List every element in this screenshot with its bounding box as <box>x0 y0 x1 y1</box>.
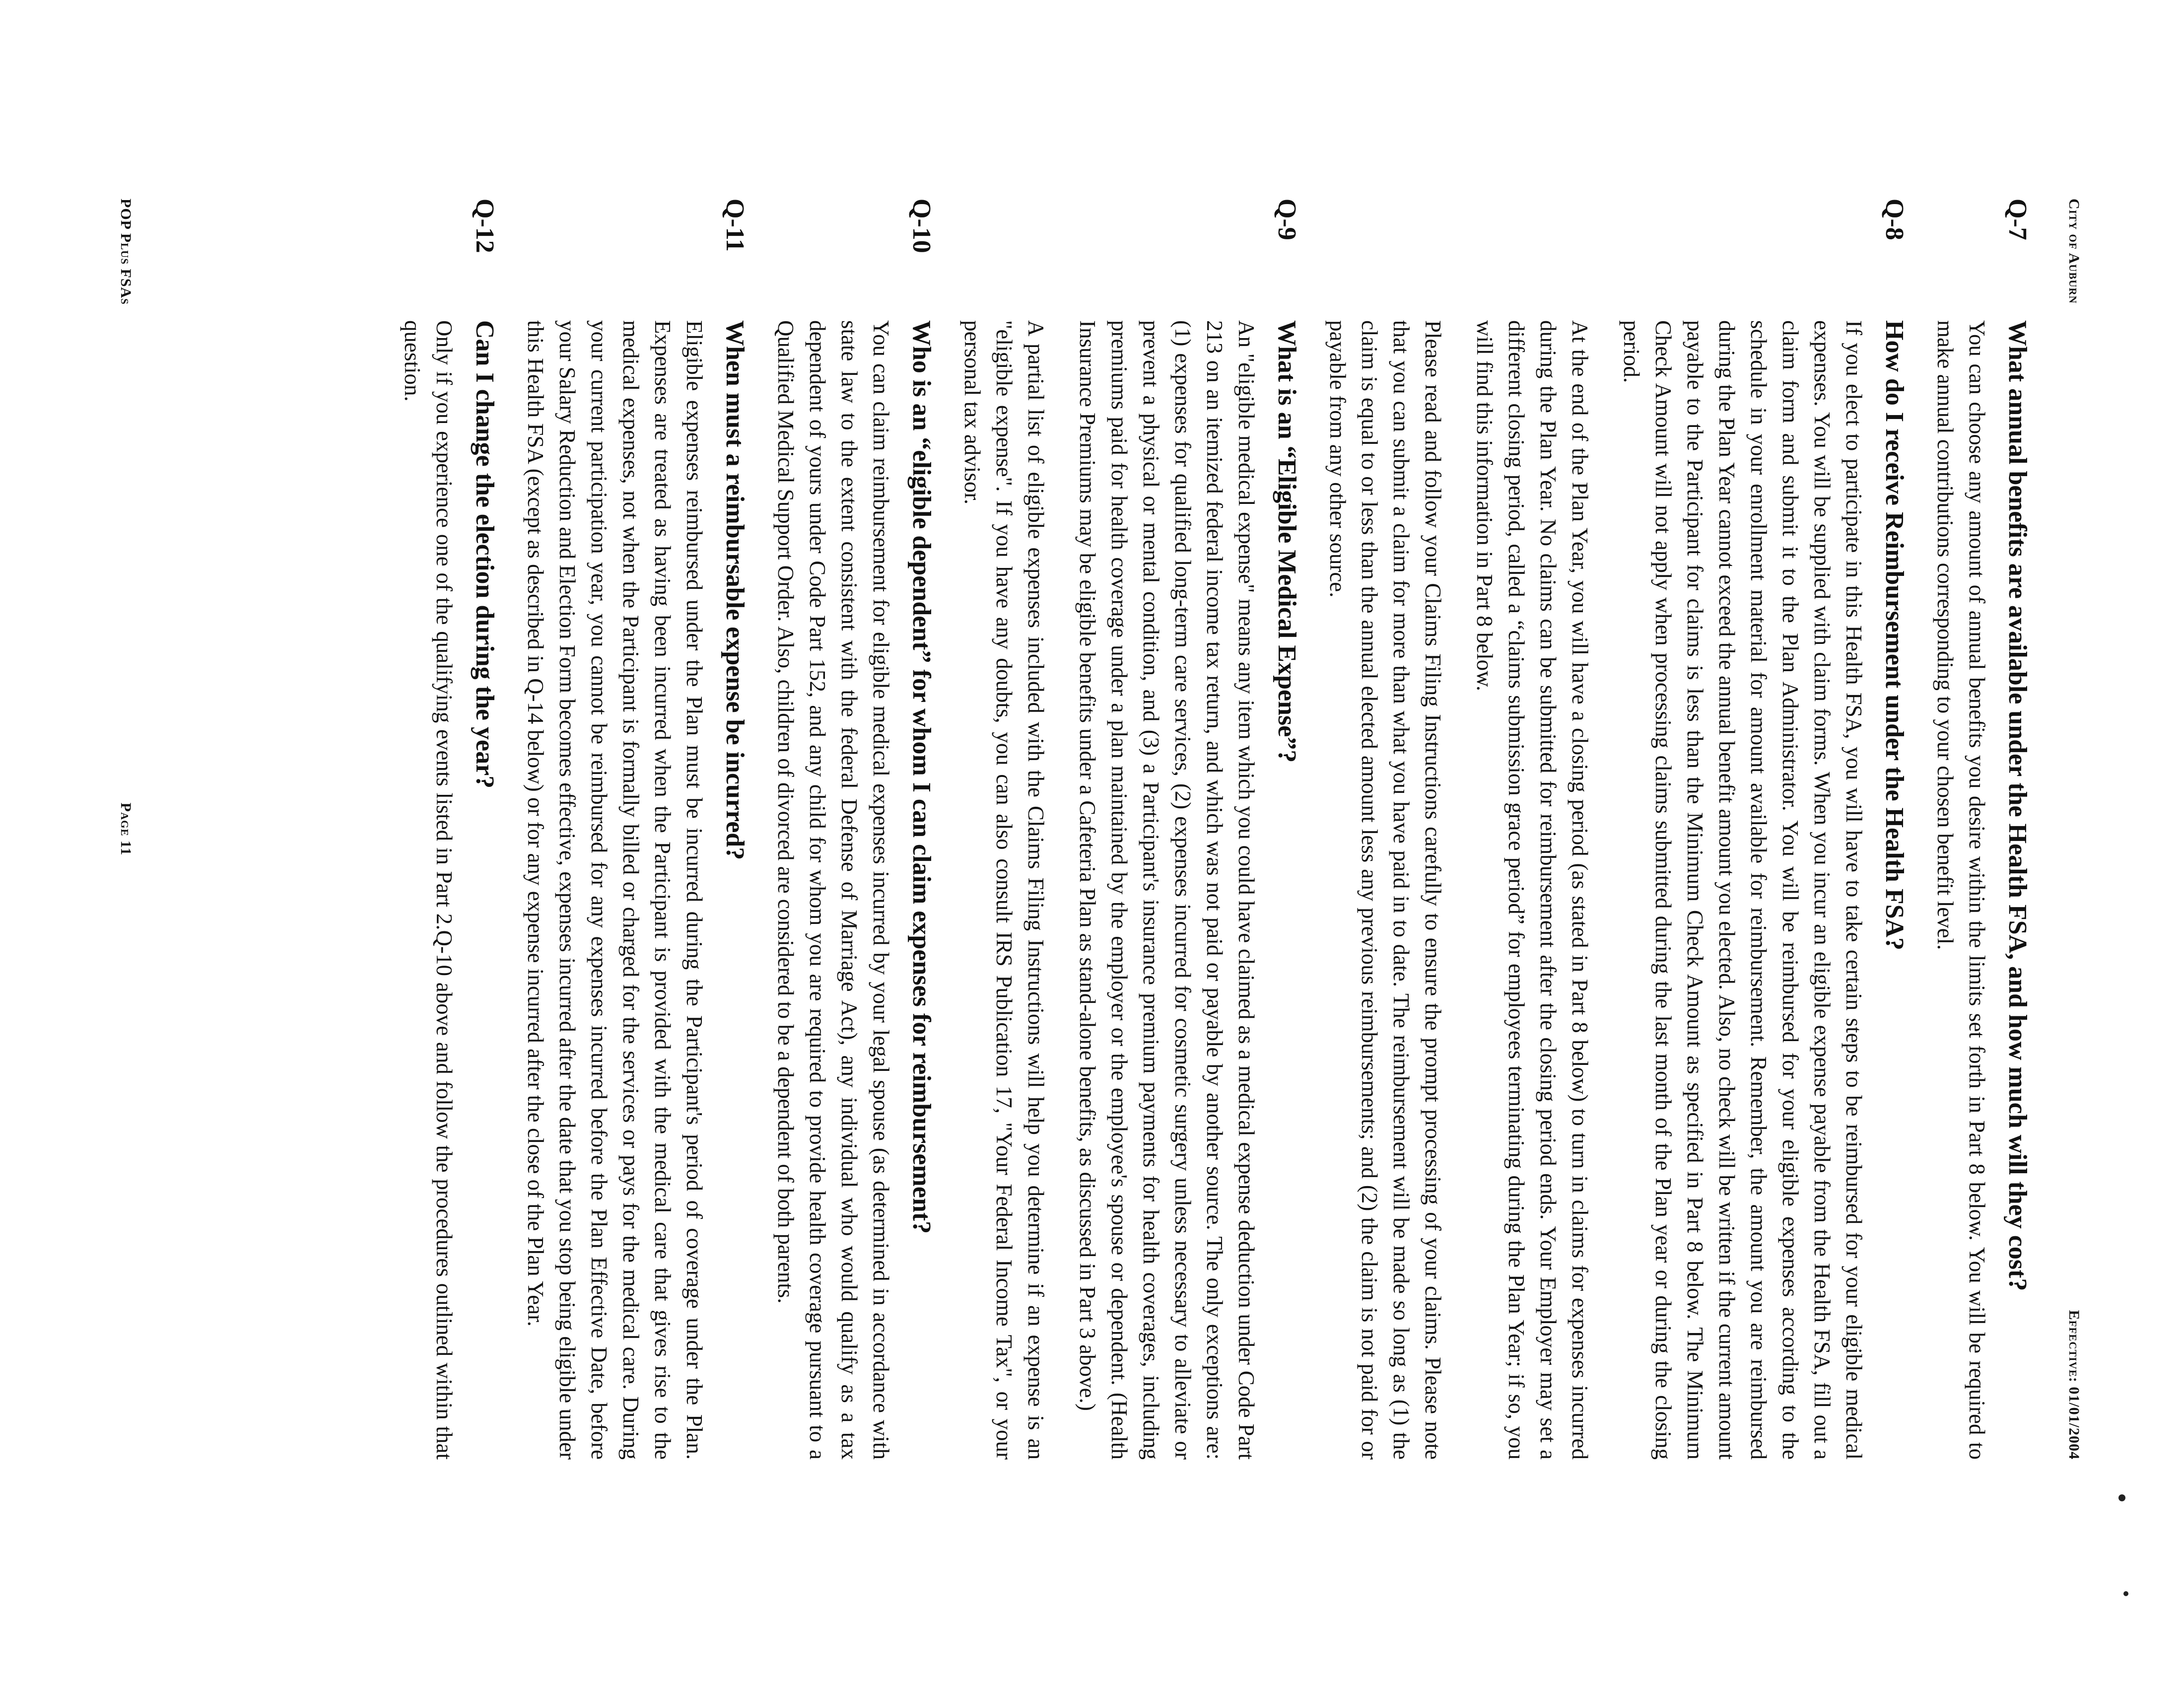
answer-paragraph: At the end of the Plan Year, you will have a closing period (as stated in Part 8 below) to turn in claims for expenses incurred during the Plan Year. No claims can be submitted for reimbursement after the closing period ends. Your Employer may set a different closing period, called a “claims submission grace period” for employees terminating during the Plan Year; if so, you will find this information in Part 8 below. <box>1472 320 1592 1460</box>
answer-paragraph: You can choose any amount of annual benefits you desire within the limits set forth in Part 8 below. You will be required to make annual contributions corresponding to your chosen benefit level. <box>1933 320 1989 1460</box>
question-section <box>520 199 750 1460</box>
page-number: Page 11 <box>118 802 134 856</box>
answer-paragraph: You can claim reimbursement for eligible medical expenses incurred by your legal spouse (as determined in accordance with state law to the extent consistent with the federal Defense of Marriage Act), any individual who would qualify as a tax dependent of yours under Code Part 152, and any child for whom you are required to provide health coverage pursuant to a Qualified Medical Support Order. Also, children of divorced are considered to be a dependent of both parents. <box>773 320 893 1460</box>
answer-paragraph: An "eligible medical expense" means any item which you could have claimed as a medical expense deduction under Code Part 213 on an itemized federal income tax return, and which was not paid or payable by another source. The only exceptions are: (1) expenses for qualified long-term care services, (2) expenses incurred for cosmetic surgery unless necessary to alleviate or prevent a physical or mental condition, and (3) a Participant's insurance premium payments for health coverages, including premiums paid for health coverage under a plan maintained by the employer or the employee's spouse or dependent. (Health Insurance Premiums may be eligible benefits under a Cafeteria Plan as stand-alone benefits, as discussed in Part 3 above.) <box>1075 320 1259 1460</box>
question-number: Q-10 <box>907 199 936 253</box>
question-title: What annual benefits are available under the Health FSA, and how much will they cost? <box>2003 320 2032 1291</box>
footer-document-name: POP Plus FSAs <box>118 199 134 305</box>
answer-paragraph: If you elect to participate in this Health FSA, you will have to take certain steps to be reimbursed for your eligible medical expenses. You will be supplied with claim forms. When you incur an eligible expense payable from the Health FSA, fill out a claim form and submit it to the Plan Administrator. You will be reimbursed for your eligible expenses according to the schedule in your enrollment material for amount available for reimbursement. Remember, the amount you are reimbursed during the Plan Year cannot exceed the annual benefit amount you elected. Also, no check will be written if the current amount payable to the Participant for claims is less than the Minimum Check Amount as specified in Part 8 below. The Minimum Check Amount will not apply when processing claims submitted during the last month of the Plan year or during the closing period. <box>1619 320 1866 1460</box>
question-title: How do I receive Reimbursement under the Health FSA? <box>1880 320 1909 951</box>
question-section <box>1929 199 2033 1460</box>
question-number: Q-7 <box>2003 199 2032 240</box>
header-organization: City of Auburn <box>2066 199 2082 304</box>
scan-speck <box>2123 1591 2128 1596</box>
answer-paragraph: Only if you experience one of the qualifying events listed in Part 2.Q-10 above and follow the procedures outlined within that question. <box>400 320 457 1460</box>
question-number: Q-9 <box>1273 199 1301 240</box>
question-section <box>1322 199 1910 1460</box>
page-footer <box>104 199 134 1460</box>
page-header <box>2052 199 2082 1460</box>
page-content <box>377 199 2033 1460</box>
question-title: When must a reimbursable expense be incurred? <box>721 320 749 860</box>
scan-speck <box>2118 1494 2125 1501</box>
question-number: Q-12 <box>471 199 499 253</box>
question-title: What is an “Eligible Medical Expense”? <box>1273 320 1301 763</box>
question-section <box>397 199 500 1460</box>
answer-paragraph: A partial list of eligible expenses included with the Claims Filing Instructions will help you determine if an expense is an "eligible expense". If you have any doubts, you can also consult IRS Publication 17, "Your Federal Income Tax", or your personal tax advisor. <box>960 320 1048 1460</box>
answer-paragraph: Eligible expenses reimbursed under the Plan must be incurred during the Participant's period of coverage under the Plan. Expenses are treated as having been incurred when the Participant is provided with the medical care that gives rise to the medical expenses, not when the Participant is formally billed or charged for the services or pays for the medical care. During your current participation year, you cannot be reimbursed for any expenses incurred before the Plan Effective Date, before your Salary Reduction and Election Form becomes effective, expenses incurred after the date that you stop being eligible under this Health FSA (except as described in Q-14 below) or for any expense incurred after the close of the Plan Year. <box>523 320 707 1460</box>
header-effective-date: Effective: 01/01/2004 <box>2066 1310 2082 1460</box>
answer-paragraph: Please read and follow your Claims Filing Instructions carefully to ensure the prompt processing of your claims. Please note that you can submit a claim for more than what you have paid in to date. The reimbursement will be made so long as (1) the claim is equal to or less than the annual elected amount less any previous reimbursements; and (2) the claim is not paid for or payable from any other source. <box>1325 320 1445 1460</box>
question-title: Can I change the election during the year? <box>471 320 499 789</box>
question-section <box>956 199 1302 1460</box>
question-title: Who is an “eligible dependent” for whom I can claim expenses for reimbursement? <box>907 320 936 1234</box>
question-number: Q-11 <box>721 199 749 252</box>
question-section <box>770 199 937 1460</box>
question-number: Q-8 <box>1880 199 1909 240</box>
